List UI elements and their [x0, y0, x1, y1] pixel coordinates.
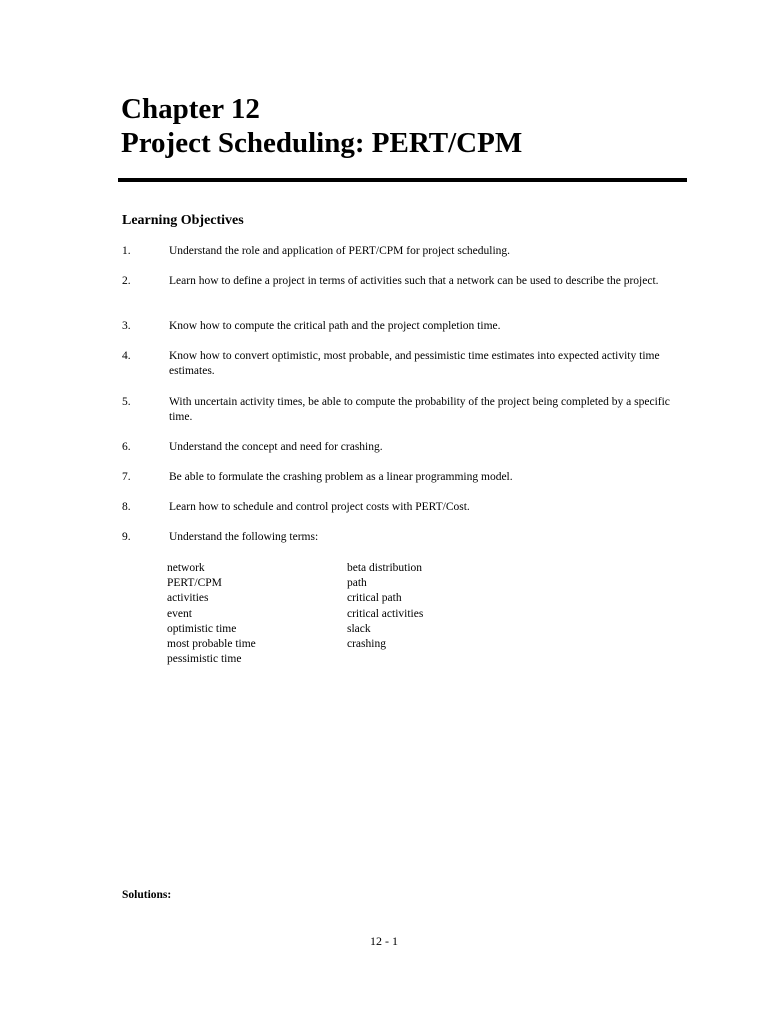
objective-text: With uncertain activity times, be able to compute the probability of the project being completed by a specific time.: [169, 396, 670, 423]
objective-number: 5.: [122, 396, 131, 408]
chapter-number: Chapter 12: [121, 93, 260, 125]
terms-column-right: [347, 561, 423, 652]
term-item: most probable time: [167, 638, 256, 651]
term-item: crashing: [347, 638, 386, 651]
term-item: critical activities: [347, 607, 424, 620]
objective-number: 3.: [122, 320, 131, 332]
objective-item-8: [122, 500, 682, 515]
objective-item-4: [122, 349, 682, 379]
objective-text: Learn how to define a project in terms of activities such that a network can be used to describe the project.: [169, 275, 659, 287]
objective-text: Understand the following terms:: [169, 531, 319, 543]
chapter-subject: Project Scheduling: PERT/CPM: [121, 127, 523, 159]
terms-column-left: [167, 561, 256, 667]
term-item: network: [167, 562, 205, 574]
objective-number: 2.: [122, 275, 131, 287]
objective-number: 7.: [122, 471, 131, 483]
objective-item-9: [122, 530, 682, 545]
objective-item-5: [122, 395, 682, 425]
chapter-title: [121, 92, 522, 160]
term-item: optimistic time: [167, 622, 237, 635]
page-number: 12 - 1: [370, 934, 398, 948]
objective-item-7: [122, 470, 682, 485]
objective-number: 6.: [122, 441, 131, 453]
objective-text: Learn how to schedule and control project costs with PERT/Cost.: [169, 501, 470, 513]
objective-number: 8.: [122, 501, 131, 513]
objective-item-1: [122, 244, 682, 259]
term-item: path: [347, 577, 367, 590]
title-divider: [118, 178, 687, 182]
term-item: PERT/CPM: [167, 577, 222, 590]
objective-text: Know how to compute the critical path and the project completion time.: [169, 320, 501, 332]
objective-number: 1.: [122, 245, 131, 257]
learning-objectives-heading: Learning Objectives: [122, 213, 244, 228]
solutions-label: Solutions:: [122, 889, 172, 901]
objective-item-2: [122, 274, 682, 289]
term-item: pessimistic time: [167, 653, 242, 666]
term-item: beta distribution: [347, 562, 423, 574]
term-item: activities: [167, 592, 209, 605]
objective-text: Know how to convert optimistic, most probable, and pessimistic time estimates into expected activity time estimates.: [169, 350, 660, 377]
objective-number: 9.: [122, 531, 131, 543]
term-item: event: [167, 607, 192, 620]
objective-text: Be able to formulate the crashing problem as a linear programming model.: [169, 471, 513, 483]
objective-item-6: [122, 440, 682, 455]
objective-item-3: [122, 319, 682, 334]
objective-text: Understand the concept and need for crashing.: [169, 441, 383, 453]
term-item: slack: [347, 622, 371, 635]
objective-number: 4.: [122, 350, 131, 362]
objective-text: Understand the role and application of PERT/CPM for project scheduling.: [169, 245, 511, 257]
term-item: critical path: [347, 592, 402, 605]
